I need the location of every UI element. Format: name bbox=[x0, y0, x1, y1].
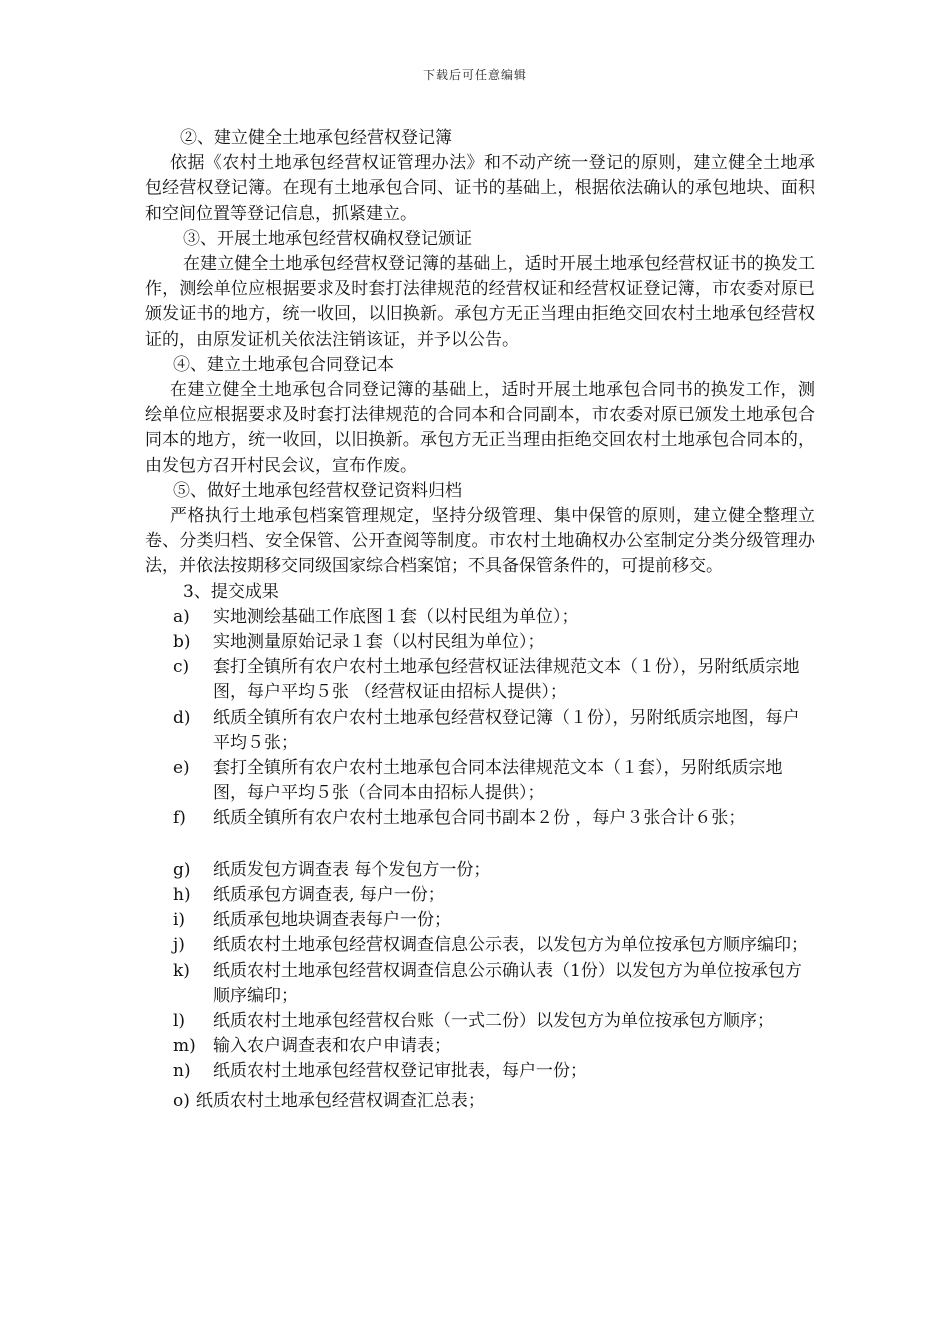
list-item-text: 实地测绘基础工作底图１套（以村民组为单位）； bbox=[213, 606, 579, 627]
section-heading: ④、建立土地承包合同登记本 bbox=[173, 354, 394, 375]
list-item-text: 纸质承包方调查表, 每户一份； bbox=[213, 884, 445, 905]
page-header: 下载后可任意编辑 bbox=[422, 68, 527, 82]
list-item-text: 输入农户调查表和农户申请表； bbox=[213, 1036, 451, 1057]
list-item bbox=[145, 655, 815, 705]
list-marker: h) bbox=[173, 884, 191, 905]
list-item-text: 套打全镇所有农户农村土地承包合同本法律规范文本（１套），另附纸质宗地图，每户平均５张（合同本由招标人提供）； bbox=[213, 758, 783, 804]
list-item bbox=[145, 1059, 815, 1084]
list-item-text: 纸质农村土地承包经营权调查汇总表； bbox=[195, 1090, 485, 1111]
list-marker: e) bbox=[173, 758, 190, 779]
section-heading: ③、开展土地承包经营权确权登记颁证 bbox=[183, 228, 472, 249]
list-marker: a) bbox=[173, 606, 190, 627]
list-item bbox=[145, 1034, 815, 1059]
list-marker: l) bbox=[173, 1010, 186, 1031]
list-item-text: 纸质农村土地承包经营权调查信息公示表，以发包方为单位按承包方顺序编印； bbox=[213, 935, 808, 956]
list-item-text: 套打全镇所有农户农村土地承包经营权证法律规范文本（１份），另附纸质宗地图，每户平均５张 （经营权证由招标人提供）； bbox=[213, 657, 800, 703]
list-item bbox=[145, 1089, 815, 1114]
list-marker: i) bbox=[173, 910, 186, 931]
list-item-text: 纸质发包方调查表 每个发包方一份； bbox=[213, 859, 491, 880]
list-item bbox=[145, 933, 815, 958]
section-paragraph: 严格执行土地承包档案管理规定，坚持分级管理、集中保管的原则，建立健全整理立卷、分类归档、安全保管、公开查阅等制度。市农村土地确权办公室制定分类分级管理办法，并依法按期移交同级国家综合档案馆；不具备保管条件的，可提前移交。 bbox=[145, 506, 815, 577]
list-item-text: 纸质全镇所有农户农村土地承包经营权登记簿（１份），另附纸质宗地图，每户平均５张； bbox=[213, 707, 800, 753]
list-item-text: 纸质农村土地承包经营权登记审批表，每户一份； bbox=[213, 1061, 587, 1082]
list-marker: c) bbox=[173, 657, 190, 678]
list-marker: f) bbox=[173, 808, 186, 829]
section-paragraph: 在建立健全土地承包经营权登记簿的基础上，适时开展土地承包经营权证书的换发工作，测绘单位应根据要求及时套打法律规范的经营权证和经营权证登记簿，市农委对原已颁发证书的地方，统一收回，以旧换新。承包方无正当理由拒绝交回农村土地承包经营权证的，由原发证机关依法注销该证，并予以公告。 bbox=[145, 254, 815, 350]
section-heading: ②、建立健全土地承包经营权登记簿 bbox=[180, 128, 452, 148]
list-item bbox=[145, 706, 815, 756]
list-item-text: 纸质承包地块调查表每户一份； bbox=[213, 910, 451, 931]
list-marker: k) bbox=[173, 960, 190, 981]
list-item bbox=[145, 959, 815, 1009]
list-item-text: 纸质农村土地承包经营权台账（一式二份）以发包方为单位按承包方顺序； bbox=[213, 1010, 774, 1031]
list-marker: j) bbox=[173, 935, 185, 956]
results-title: 3、提交成果 bbox=[183, 581, 279, 602]
document-body bbox=[145, 126, 815, 1114]
list-marker: n) bbox=[173, 1061, 191, 1082]
list-item-text: 实地测量原始记录１套（以村民组为单位）； bbox=[213, 632, 545, 653]
list-marker: o) bbox=[173, 1090, 190, 1111]
list-item bbox=[145, 756, 815, 806]
list-item bbox=[145, 908, 815, 933]
list-marker: d) bbox=[173, 707, 191, 728]
list-item-text: 纸质全镇所有农户农村土地承包合同书副本２份 ，每户３张合计６张； bbox=[213, 808, 746, 829]
list-marker: g) bbox=[173, 859, 191, 880]
list-marker: m) bbox=[173, 1036, 196, 1057]
results-list bbox=[145, 605, 815, 1114]
list-item bbox=[145, 605, 815, 630]
section-heading: ⑤、做好土地承包经营权登记资料归档 bbox=[173, 480, 462, 501]
list-item-text: 纸质农村土地承包经营权调查信息公示确认表（1份）以发包方为单位按承包方顺序编印； bbox=[213, 960, 802, 1006]
list-item bbox=[145, 858, 815, 883]
list-marker: b) bbox=[173, 632, 191, 653]
section-paragraph: 在建立健全土地承包合同登记簿的基础上，适时开展土地承包合同书的换发工作，测绘单位应根据要求及时套打法律规范的合同本和合同副本，市农委对原已颁发土地承包合同本的地方，统一收回，以旧换新。承包方无正当理由拒绝交回农村土地承包合同本的，由发包方召开村民会议，宣布作废。 bbox=[145, 380, 815, 476]
list-item bbox=[145, 883, 815, 908]
section-paragraph: 依据《农村土地承包经营权证管理办法》和不动产统一登记的原则，建立健全土地承包经营权登记簿。在现有土地承包合同、证书的基础上，根据依法确认的承包地块、面积和空间位置等登记信息，抓紧建立。 bbox=[145, 153, 815, 224]
list-item bbox=[145, 1009, 815, 1034]
list-item bbox=[145, 806, 815, 831]
spacer bbox=[145, 832, 815, 858]
list-item bbox=[145, 630, 815, 655]
